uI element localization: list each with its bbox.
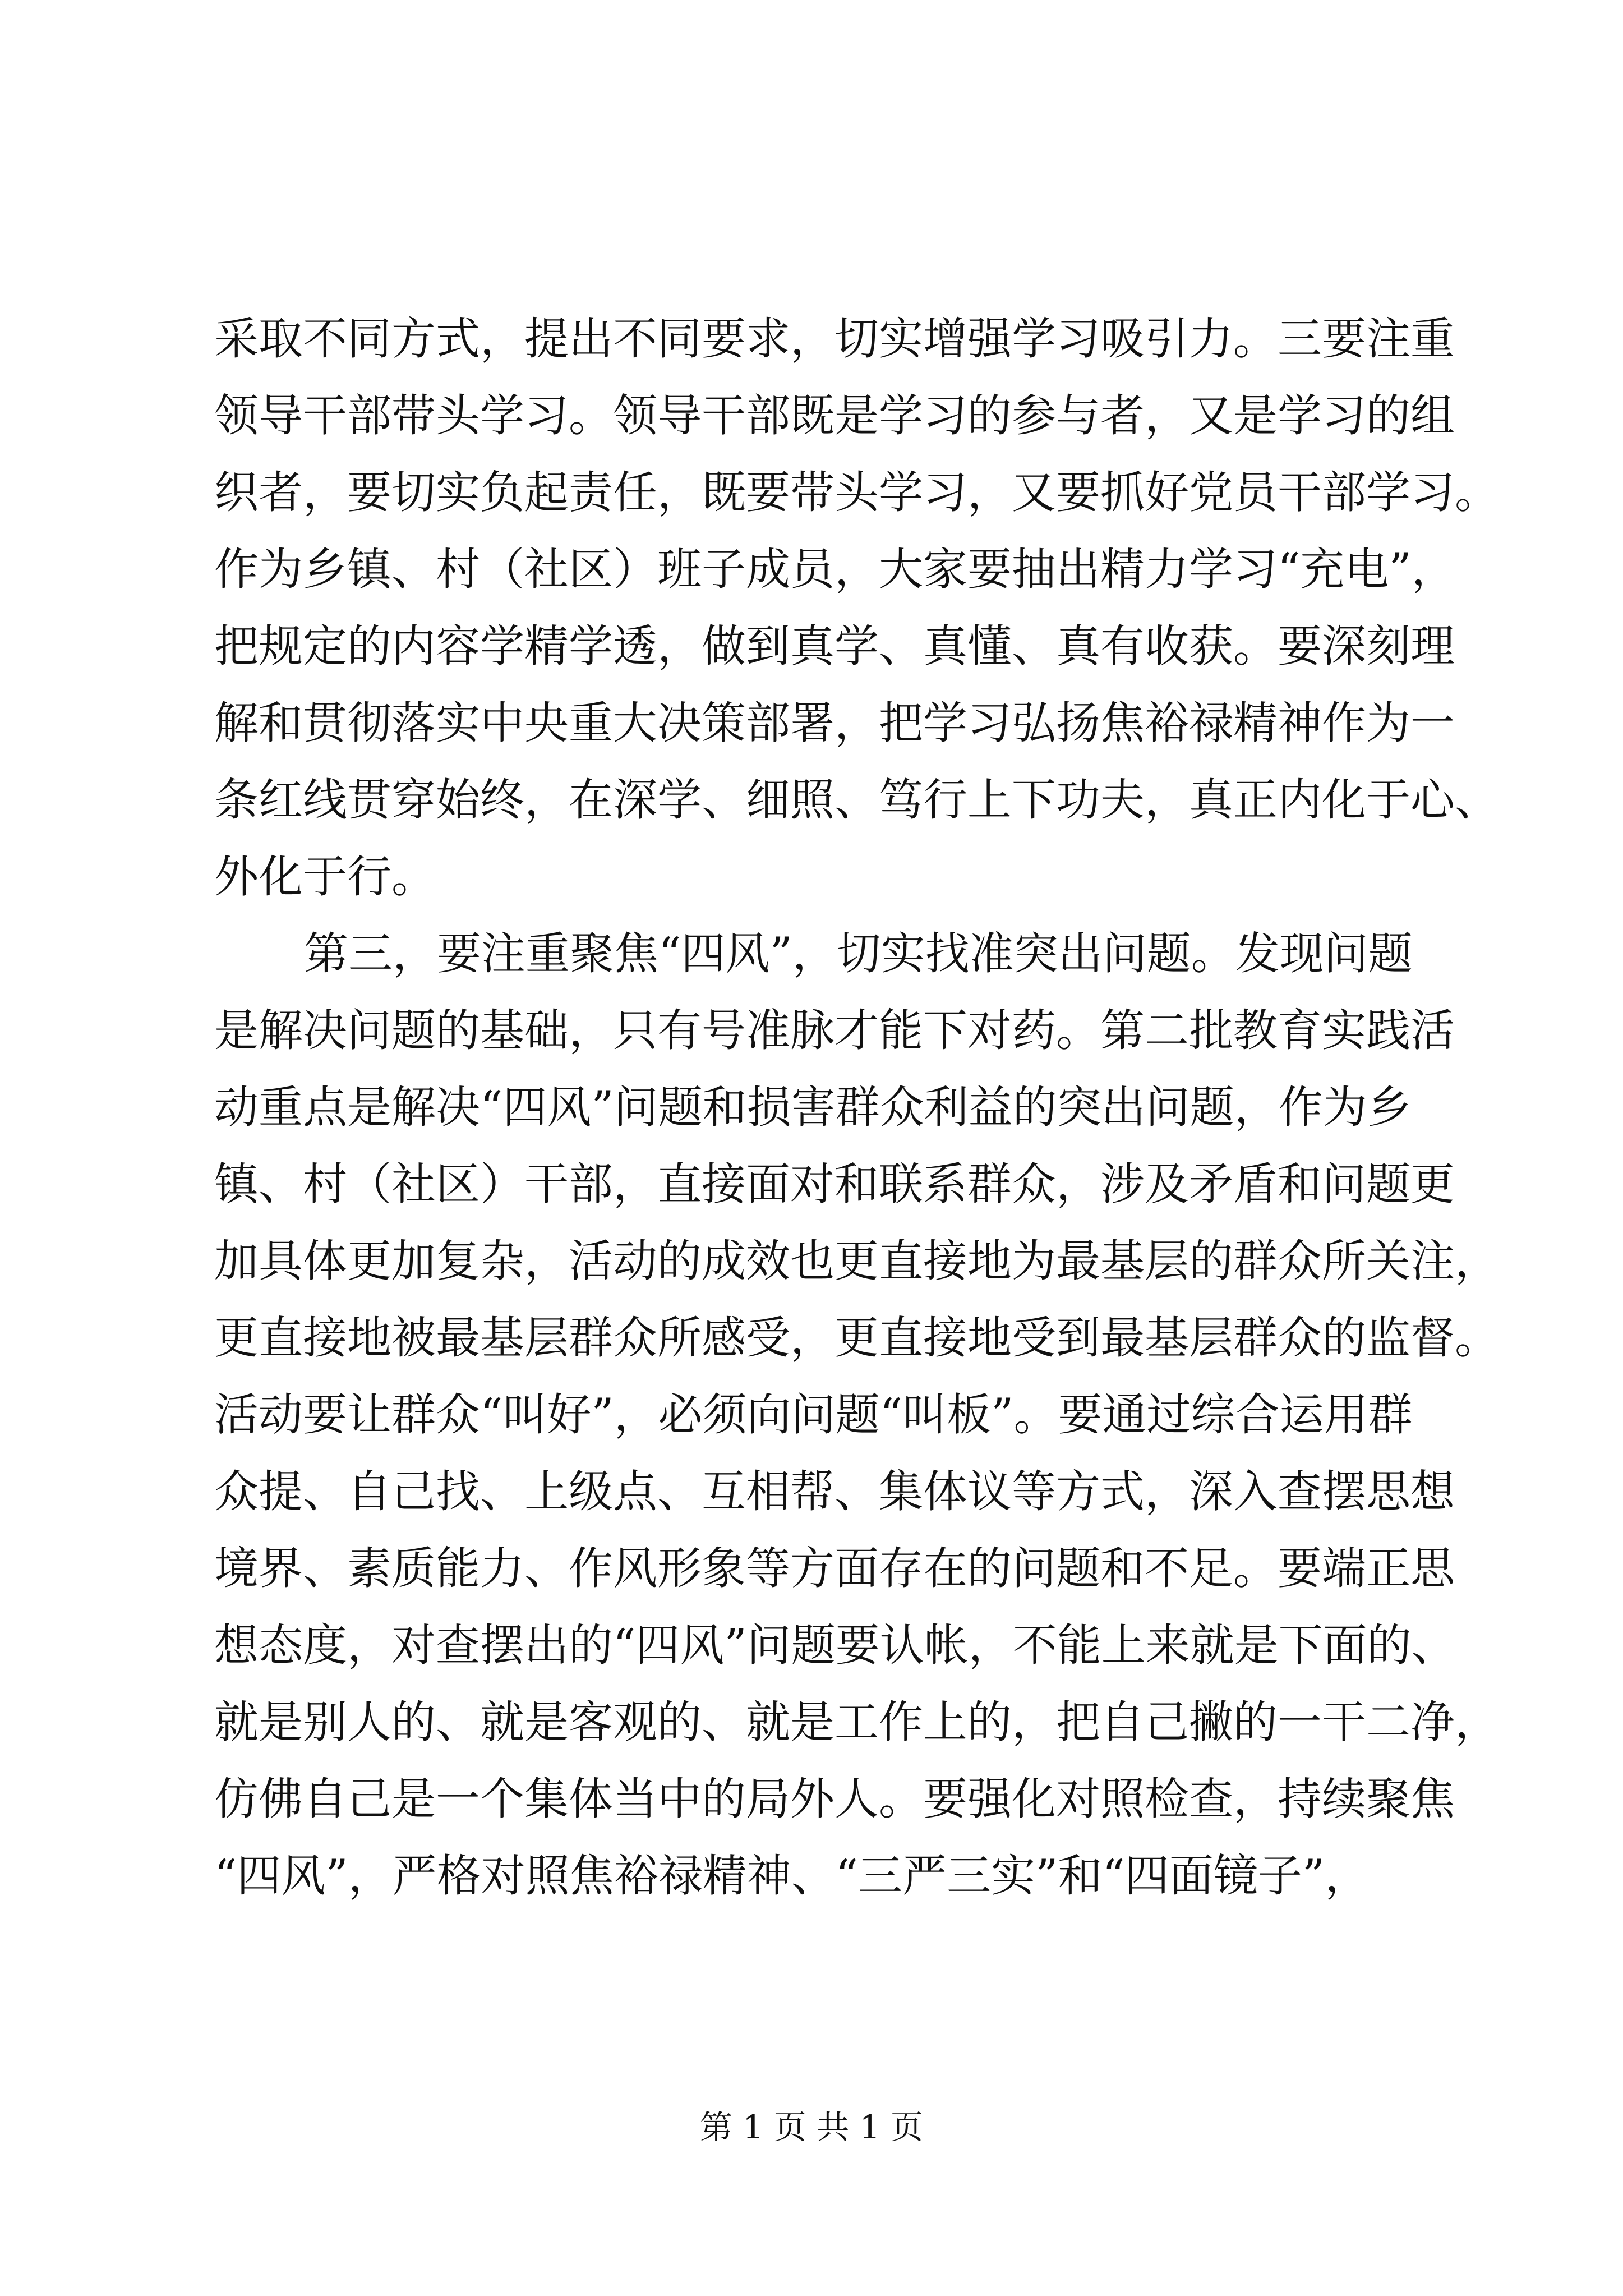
text-line: 仿佛自己是一个集体当中的局外人。要强化对照检查，持续聚焦 xyxy=(214,1773,1455,1825)
text-line: 采取不同方式，提出不同要求，切实增强学习吸引力。三要注重 xyxy=(214,313,1455,365)
text-line: 解和贯彻落实中央重大决策部署，把学习弘扬焦裕禄精神作为一 xyxy=(214,697,1455,749)
text-line: 领导干部带头学习。领导干部既是学习的参与者，又是学习的组 xyxy=(214,390,1455,441)
text-line: 众提、自己找、上级点、互相帮、集体议等方式，深入查摆思想 xyxy=(214,1466,1455,1517)
text-line: 镇、村（社区）干部，直接面对和联系群众，涉及矛盾和问题更 xyxy=(214,1158,1455,1210)
text-line: 作为乡镇、村（社区）班子成员，大家要抽出精力学习“充电”， xyxy=(214,544,1456,595)
text-line: 动重点是解决“四风”问题和损害群众利益的突出问题，作为乡 xyxy=(214,1082,1412,1133)
page-number-footer: 第 1 页 共 1 页 xyxy=(700,2108,923,2146)
text-line: 境界、素质能力、作风形象等方面存在的问题和不足。要端正思 xyxy=(214,1543,1455,1594)
paragraph-start-line: 第三，要注重聚焦“四风”，切实找准突出问题。发现问题 xyxy=(304,928,1413,979)
text-line: 活动要让群众“叫好”，必须向问题“叫板”。要通过综合运用群 xyxy=(214,1389,1413,1441)
text-line: 条红线贯穿始终，在深学、细照、笃行上下功夫，真正内化于心、 xyxy=(214,774,1499,826)
text-line: 是解决问题的基础，只有号准脉才能下对药。第二批教育实践活 xyxy=(214,1005,1455,1056)
text-line: 想态度，对查摆出的“四风”问题要认帐，不能上来就是下面的、 xyxy=(214,1619,1456,1671)
text-line: 就是别人的、就是客观的、就是工作上的，把自己撇的一干二净， xyxy=(214,1696,1499,1748)
text-line: “四风”，严格对照焦裕禄精神、“三严三实”和“四面镜子”， xyxy=(214,1850,1370,1902)
text-line: 外化于行。 xyxy=(214,851,436,903)
document-body xyxy=(214,301,1499,1915)
text-line: 更直接地被最基层群众所感受，更直接地受到最基层群众的监督。 xyxy=(214,1312,1499,1364)
text-line: 把规定的内容学精学透，做到真学、真懂、真有收获。要深刻理 xyxy=(214,620,1455,672)
text-line: 加具体更加复杂，活动的成效也更直接地为最基层的群众所关注， xyxy=(214,1235,1499,1287)
text-line: 织者，要切实负起责任，既要带头学习，又要抓好党员干部学习。 xyxy=(214,467,1499,518)
